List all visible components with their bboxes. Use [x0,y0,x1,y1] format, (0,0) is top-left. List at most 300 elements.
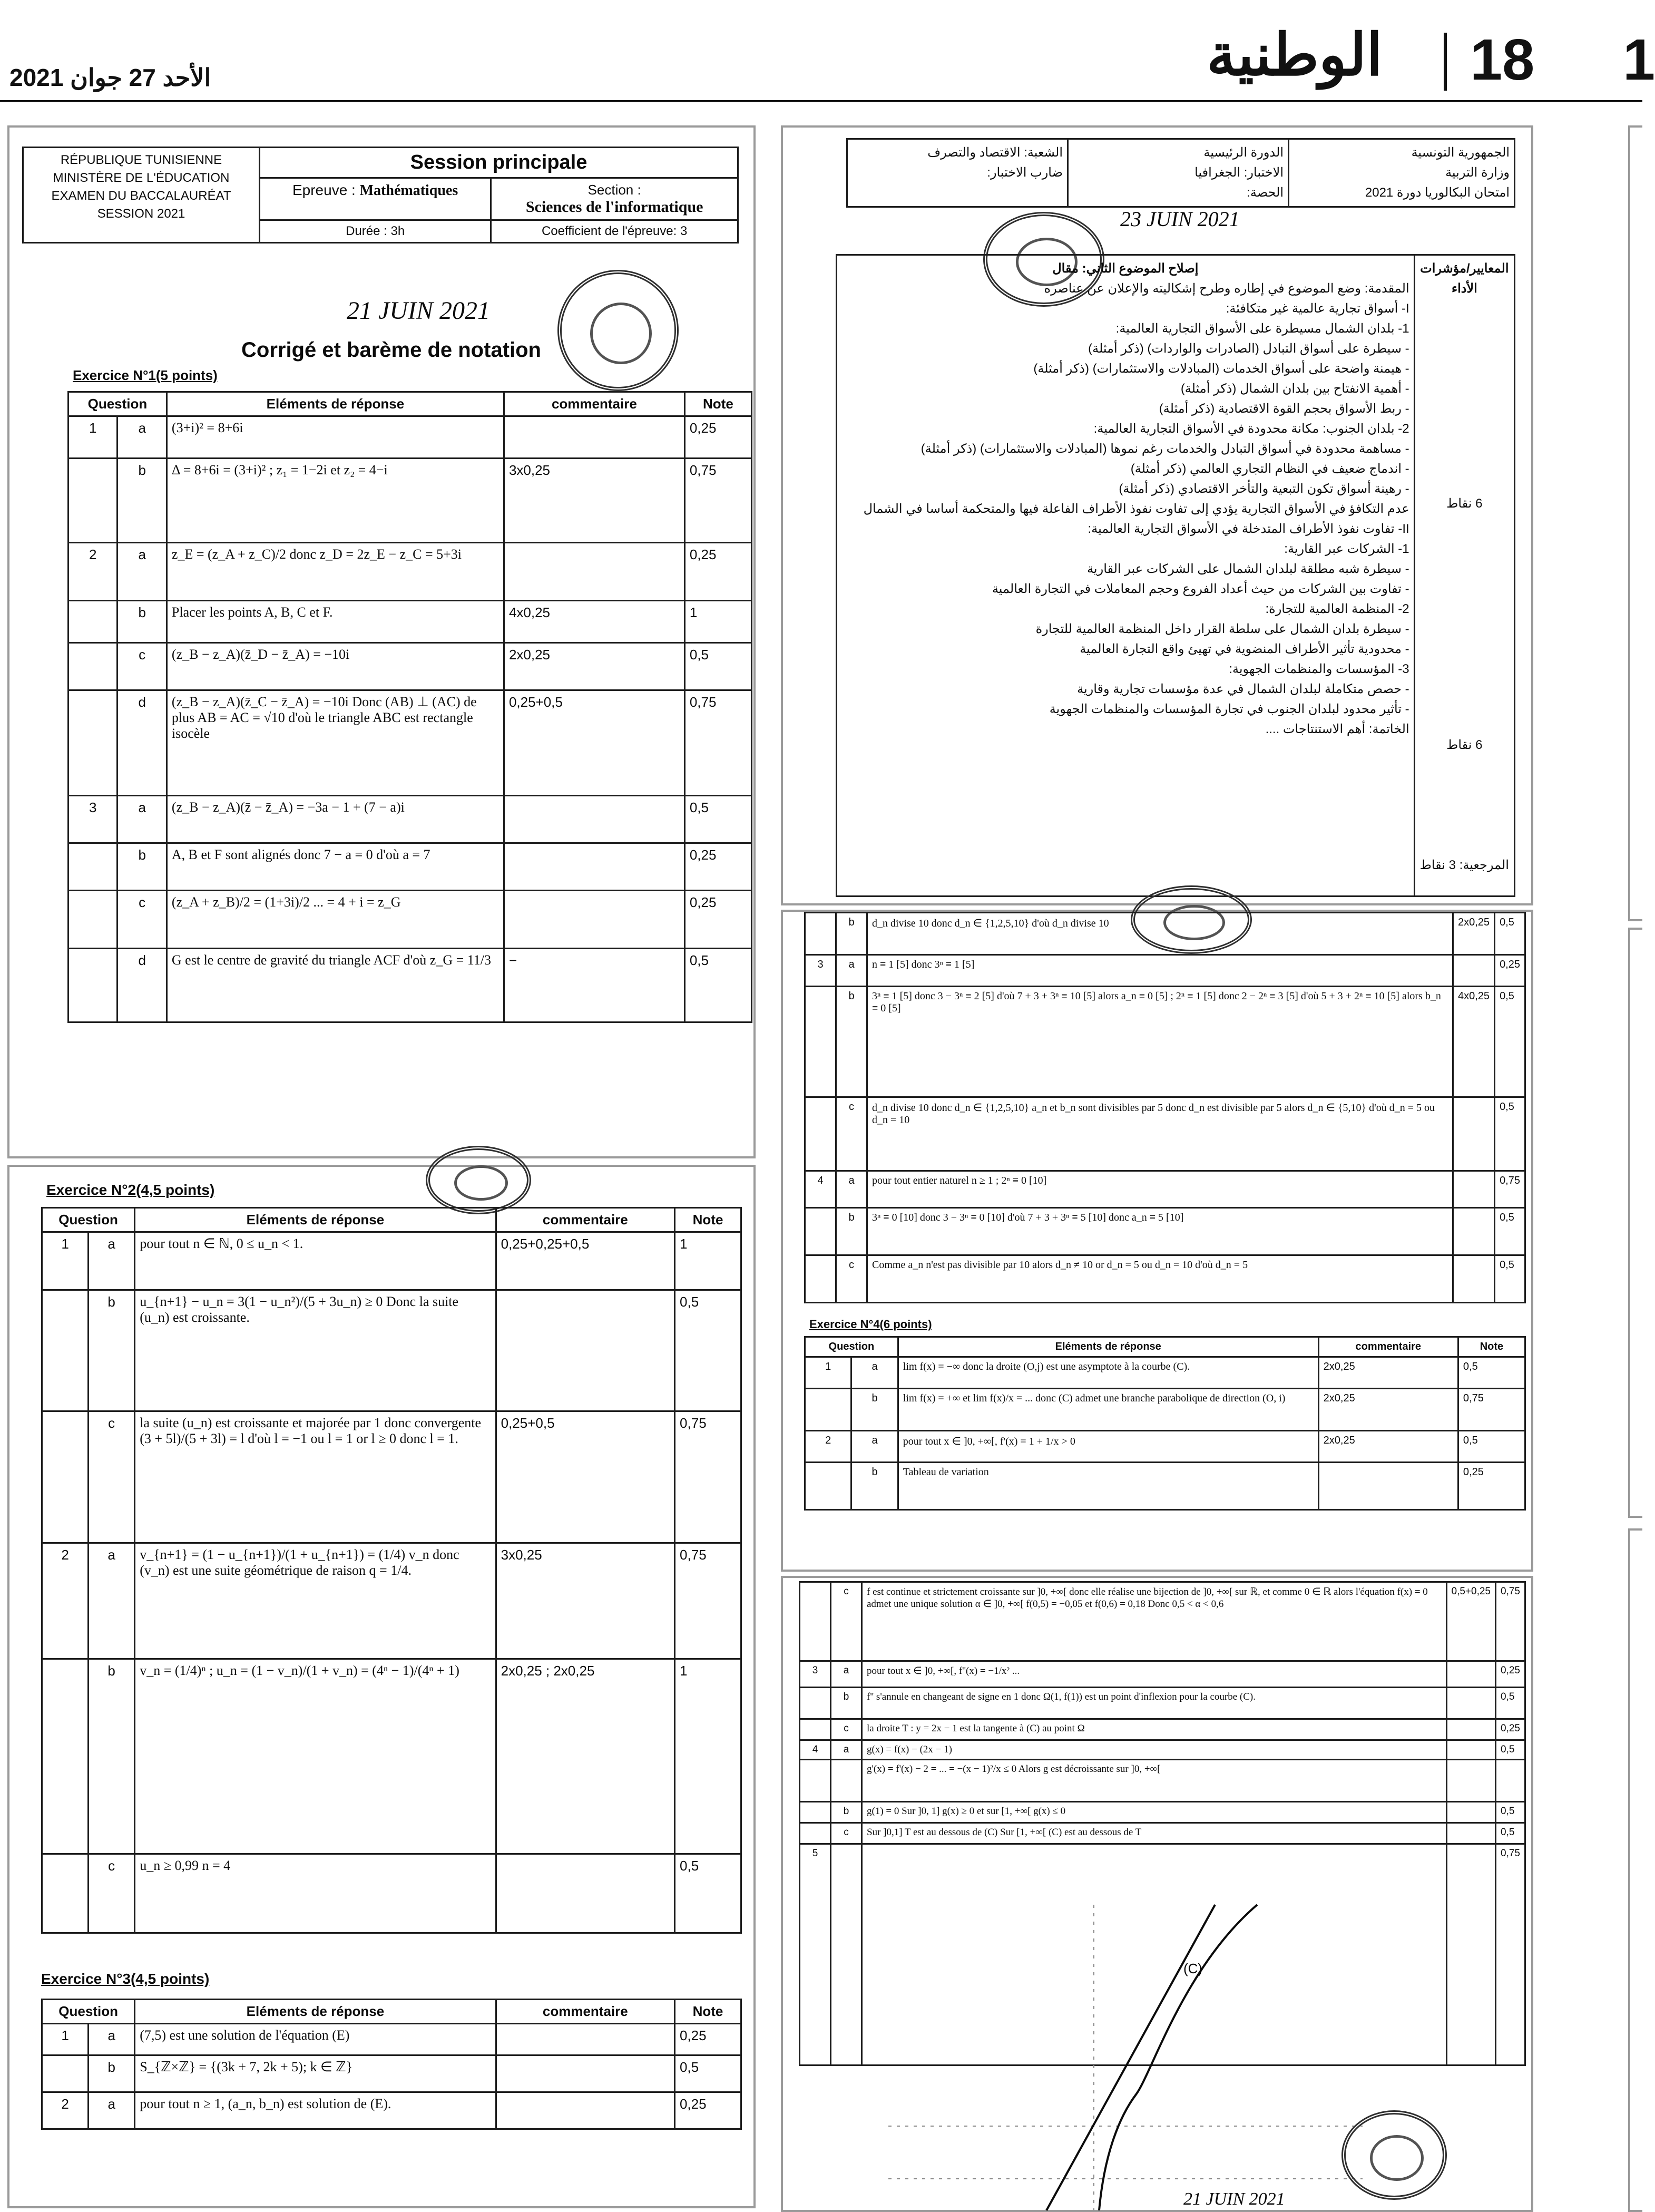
next-page-frame [1628,1528,1642,2212]
section [491,178,738,220]
cell-content: u_n ≥ 0,99 n = 4 [135,1854,496,1933]
cell-sub: a [89,1232,135,1290]
cell-comment: 0,25+0,5 [496,1411,674,1543]
duration-label: الحصة: [1247,186,1284,200]
cell-sub: a [851,1357,898,1389]
cell-q [42,1659,89,1854]
cell-q [68,843,117,891]
cell-q [805,1097,836,1171]
exam: امتحان البكالوريا دورة 2021 [1365,186,1510,200]
table-row [42,1232,741,1290]
cell-content: pour tout entier naturel n ≥ 1 ; 2ⁿ ≡ 0 [10] [867,1171,1453,1208]
table-row [805,913,1525,955]
masthead-separator [1444,33,1447,91]
cell-note: 0,25 [674,2092,741,2129]
cell-content: f est continue et strictement croissante sur ]0, +∞[ donc elle réalise une bijection de ]0, +∞[ sur ℝ, et comme 0 ∈ ℝ alors l'équation f(x) = 0 admet une unique solution α ∈ ]0, +∞[ f(0,5) = −0,05 et f(0,6) = 0,18 Donc 0,5 < α < 0,6 [862,1582,1447,1661]
exam-name: EXAMEN DU BACCALAURÉAT [51,189,231,203]
cell-q [42,1290,89,1411]
cell-comment [1446,1823,1496,1844]
cell-comment: 2x0,25 [1318,1431,1458,1463]
table-row [805,1357,1525,1389]
table-row [805,1463,1525,1510]
scan-geography-correction [781,125,1533,905]
next-page-number-fragment: 1 [1623,27,1655,92]
exercise-2-title: Exercice N°2(4,5 points) [46,1182,215,1198]
cell-note: 0,5 [684,643,751,690]
cell-q [68,949,117,1022]
table-row [42,1543,741,1659]
table-row [800,1688,1525,1719]
cell-content: v_n = (1/4)ⁿ ; u_n = (1 − v_n)/(1 + v_n) = (4ⁿ − 1)/(4ⁿ + 1) [135,1659,496,1854]
table-row [800,1740,1525,1760]
cell-comment: 2x0,25 [1318,1389,1458,1431]
cell-comment [1446,1740,1496,1760]
cell-note [1496,1760,1525,1802]
cell-sub: c [836,1255,867,1303]
cell-q: 2 [42,1543,89,1659]
criteria-column [1414,255,1514,897]
cell-q [805,1208,836,1255]
cell-sub: b [117,459,167,543]
cell-sub: a [831,1661,862,1688]
geography-line: - رهينة أسواق تكون التبعية والتأخر الاقتصادي (ذكر أمثلة) [1119,482,1409,496]
cell-sub: a [117,796,167,843]
exercise-4-title: Exercice N°4(6 points) [809,1318,932,1331]
cell-note: 1 [675,1232,741,1290]
cell-note: 0,5 [684,949,751,1022]
column-header: commentaire [496,2000,674,2024]
cell-note: 0,5 [1496,1823,1525,1844]
cell-note: 0,75 [684,459,751,543]
cell-sub: a [89,1543,135,1659]
geography-line: 1- بلدان الشمال مسيطرة على الأسواق التجارية العالمية: [1115,321,1409,336]
header-mid-cell [1068,139,1289,207]
cell-sub: c [89,1854,135,1933]
main-title: Corrigé et barème de notation [241,338,541,362]
cell-q [68,601,117,643]
cell-sub: b [89,1290,135,1411]
cell-q [800,1802,831,1823]
cell-content: pour tout x ∈ ]0, +∞[, f'(x) = 1 + 1/x > 0 [898,1431,1318,1463]
cell-content: pour tout n ≥ 1, (a_n, b_n) est solution de (E). [135,2092,496,2129]
column-header: Eléments de réponse [135,2000,496,2024]
cell-comment [1446,1719,1496,1740]
coef-label: ضارب الاختبار: [987,165,1063,180]
cell-comment [496,1854,674,1933]
table-row [68,643,752,690]
cell-sub: b [836,987,867,1097]
cell-note: 0,5 [684,796,751,843]
geography-line: المقدمة: وضع الموضوع في إطاره وطرح إشكاليته والإعلان عن عناصره [1044,281,1409,296]
cell-content: Placer les points A, B, C et F. [167,601,504,643]
cell-content: la suite (u_n) est croissante et majorée par 1 donc convergente (3 + 5l)/(5 + 3l) = l d'où l = −1 ou l = 1 or l ≥ 0 donc l = 1. [135,1411,496,1543]
table-row [800,1582,1525,1661]
geography-line: - سيطرة على أسواق التبادل (الصادرات والواردات) (ذكر أمثلة) [1088,342,1409,356]
cell-sub [831,1844,862,2065]
cell-note: 0,25 [684,416,751,459]
cell-q [805,1463,851,1510]
cell-note: 0,25 [1496,1661,1525,1688]
cell-content: (7,5) est une solution de l'équation (E) [135,2024,496,2055]
cell-note: 0,75 [1496,1582,1525,1661]
cell-note: 0,5 [1458,1357,1525,1389]
cell-content: pour tout x ∈ ]0, +∞[, f''(x) = −1/x² ... [862,1661,1447,1688]
page-number: 18 [1470,27,1535,92]
cell-note: 0,25 [684,543,751,601]
cell-sub: a [836,1171,867,1208]
cell-q: 1 [42,1232,89,1290]
cell-note: 0,5 [1496,1802,1525,1823]
cell-content: lim f(x) = −∞ donc la droite (O,j) est une asymptote à la courbe (C). [898,1357,1318,1389]
cell-sub: b [831,1688,862,1719]
column-header: Question [805,1337,898,1357]
column-header: commentaire [504,392,684,416]
cell-comment: 0,25+0,5 [504,690,684,796]
geography-line: - محدودية تأثير الأطراف المنضوية في تهيئ واقع التجارة العالمية [1080,642,1409,656]
cell-q [68,891,117,949]
column-header: Note [675,1208,741,1232]
cell-q: 4 [800,1740,831,1760]
cell-comment: − [504,949,684,1022]
session-type: Session principale [260,148,738,178]
header-left-cell [1289,139,1515,207]
cell-content: n ≡ 1 [5] donc 3ⁿ ≡ 1 [5] [867,955,1453,987]
ministry: وزارة التربية [1445,165,1510,180]
cell-content: (3+i)² = 8+6i [167,416,504,459]
cell-q: 5 [800,1844,831,2065]
cell-q [800,1823,831,1844]
cell-q [68,459,117,543]
country: RÉPUBLIQUE TUNISIENNE [60,153,222,167]
geography-title: إصلاح الموضوع الثاني: مقال [1052,261,1199,276]
cell-comment [1453,1097,1495,1171]
geography-line: - هيمنة واضحة على أسواق الخدمات (المبادلات والاستثمارات) (ذكر أمثلة) [1033,362,1409,376]
cell-comment [1446,1760,1496,1802]
cell-comment [496,2055,674,2092]
table-row [42,2055,741,2092]
exercise-1-table [67,391,752,1023]
geography-line: - حصص متكاملة لبلدان الشمال في عدة مؤسسات تجارية وقارية [1077,682,1409,696]
cell-note: 0,25 [674,2024,741,2055]
cell-note: 0,75 [675,1543,741,1659]
cell-comment [1446,1661,1496,1688]
cell-q: 1 [805,1357,851,1389]
geography-line: II- تفاوت نفوذ الأطراف المتدخلة في الأسواق التجارية العالمية: [1088,522,1409,536]
cell-content: g(x) = f(x) − (2x − 1) [862,1740,1447,1760]
table-row [805,1208,1525,1255]
masthead [0,0,1655,111]
criteria-mark-3: المرجعية: 3 نقاط [1419,858,1509,872]
handwritten-date: 23 JUIN 2021 [1120,207,1240,231]
cell-content: g'(x) = f'(x) − 2 = ... = −(x − 1)²/x ≤ 0 Alors g est décroissante sur ]0, +∞[ [862,1760,1447,1802]
table-row [800,1719,1525,1740]
geography-line: - تفاوت بين الشركات من حيث أعداد الفروع وحجم المعاملات في التجارة العالمية [992,582,1409,596]
cell-q: 3 [805,955,836,987]
column-header: Eléments de réponse [898,1337,1318,1357]
header-right-cell [847,139,1068,207]
cell-content: f'' s'annule en changeant de signe en 1 donc Ω(1, f(1)) est un point d'inflexion pour la courbe (C). [862,1688,1447,1719]
geography-line: - أهمية الانفتاح بين بلدان الشمال (ذكر أمثلة) [1180,382,1409,396]
table-row [68,690,752,796]
geography-line: - ربط الأسواق بحجم القوة الاقتصادية (ذكر أمثلة) [1159,402,1409,416]
cell-q [805,913,836,955]
cell-note: 0,5 [1495,913,1525,955]
official-stamp [557,270,679,391]
cell-q: 4 [805,1171,836,1208]
cell-note: 0,5 [1495,987,1525,1097]
table-row [68,843,752,891]
geography-line: 1- الشركات عبر القارية: [1284,542,1409,556]
cell-note: 0,5 [1458,1431,1525,1463]
cell-note: 0,25 [684,891,751,949]
cell-note: 0,75 [1458,1389,1525,1431]
cell-content: u_{n+1} − u_n = 3(1 − u_n²)/(5 + 3u_n) ≥ 0 Donc la suite (u_n) est croissante. [135,1290,496,1411]
cell-q: 2 [42,2092,89,2129]
cell-comment: 2x0,25 ; 2x0,25 [496,1659,674,1854]
geography-line: عدم التكافؤ في الأسواق التجارية يؤدي إلى تفاوت نفوذ الأطراف الفاعلة فيها والمتحكمة أساسا في الشمال [863,502,1409,516]
cell-sub: d [117,949,167,1022]
epreuve-name: Mathématiques [359,182,458,199]
cell-sub: a [836,955,867,987]
exercise-3-continued-table [804,912,1526,1303]
geography-line: 2- المنظمة العالمية للتجارة: [1265,602,1409,616]
cell-q: 2 [805,1431,851,1463]
scan-corrige-exercice-1 [7,125,756,1158]
column-header: Note [684,392,751,416]
function-graph [888,1905,1363,2210]
cell-comment [1453,1255,1495,1303]
cell-sub: a [851,1431,898,1463]
column-header: Question [42,2000,135,2024]
table-row [805,1097,1525,1171]
cell-content: g(1) = 0 Sur ]0, 1] g(x) ≥ 0 et sur [1, +∞[ g(x) ≤ 0 [862,1802,1447,1823]
cell-comment: 2x0,25 [1453,913,1495,955]
cell-content: (z_B − z_A)(z̄_D − z̄_A) = −10i [167,643,504,690]
cell-note: 0,5 [1495,1208,1525,1255]
criteria-mark-2: 6 نقاط [1446,738,1483,752]
cell-note: 0,5 [1496,1740,1525,1760]
cell-content: (z_B − z_A)(z̄_C − z̄_A) = −10i Donc (AB) ⊥ (AC) de plus AB = AC = √10 d'où le triangle ABC est rectangle isocèle [167,690,504,796]
column-header: commentaire [496,1208,674,1232]
cell-content: S_{ℤ×ℤ} = {(3k + 7, 2k + 5); k ∈ ℤ} [135,2055,496,2092]
cell-comment [496,2024,674,2055]
criteria-mark-1: 6 نقاط [1446,496,1483,511]
table-row [805,955,1525,987]
cell-sub: b [836,913,867,955]
cell-comment [1453,1208,1495,1255]
cell-sub: a [89,2092,135,2129]
cell-comment [504,843,684,891]
cell-note: 1 [684,601,751,643]
cell-q [805,1255,836,1303]
cell-sub: c [836,1097,867,1171]
cell-content: 3ⁿ ≡ 1 [5] donc 3 − 3ⁿ ≡ 2 [5] d'où 7 + 3 + 3ⁿ ≡ 10 [5] alors a_n ≡ 0 [5] ; 2ⁿ ≡ 1 [5] donc 2 − 2ⁿ ≡ 3 [5] d'où 5 + 3 + 2ⁿ ≡ 10 [5] alors b_n ≡ 0 [5] [867,987,1453,1097]
cell-content: d_n divise 10 donc d_n ∈ {1,2,5,10} d'où d_n divise 10 [867,913,1453,955]
column-header: Eléments de réponse [135,1208,496,1232]
table-row [42,1854,741,1933]
cell-note: 0,75 [1496,1844,1525,2065]
cell-q [800,1760,831,1802]
cell-sub: c [117,891,167,949]
cell-content: pour tout n ∈ ℕ, 0 ≤ u_n < 1. [135,1232,496,1290]
geography-line: - اندماج ضعيف في النظام التجاري العالمي (ذكر أمثلة) [1130,462,1409,476]
cell-note: 0,5 [675,1854,741,1933]
cell-comment [504,891,684,949]
curve-label: (C) [1183,1961,1203,1976]
section-label: Section : [587,182,641,198]
duree: Durée : 3h [260,220,491,243]
cell-sub: b [851,1389,898,1431]
geography-line: - سيطرة شبه مطلقة لبلدان الشمال على الشركات عبر القارية [1087,562,1409,576]
cell-q [68,643,117,690]
table-row [42,2092,741,2129]
issue-date: الأحد 27 جوان 2021 [9,64,211,91]
cell-note: 0,5 [675,1290,741,1411]
branch: الشعبة: الاقتصاد والتصرف [927,145,1063,160]
cell-content: lim f(x) = +∞ et lim f(x)/x = ... donc (C) admet une branche parabolique de direction (O, i) [898,1389,1318,1431]
cell-note: 0,5 [1496,1688,1525,1719]
cell-q: 2 [68,543,117,601]
cell-note: 0,25 [684,843,751,891]
table-row [805,1255,1525,1303]
table-row [42,1290,741,1411]
cell-content: v_{n+1} = (1 − u_{n+1})/(1 + u_{n+1}) = (1/4) v_n donc (v_n) est une suite géométrique de raison q = 1/4. [135,1543,496,1659]
table-row [42,1411,741,1543]
geography-grid [836,254,1515,897]
cell-sub: b [117,601,167,643]
cell-sub: c [831,1582,862,1661]
cell-sub: a [89,2024,135,2055]
cell-q: 1 [68,416,117,459]
table-row [805,1171,1525,1208]
cell-content: z_E = (z_A + z_C)/2 donc z_D = 2z_E − z_C = 5+3i [167,543,504,601]
table-row [68,601,752,643]
exercise-3-table [41,1999,742,2130]
next-page-frame [1628,928,1642,1518]
column-header: Note [674,2000,741,2024]
cell-sub: c [831,1719,862,1740]
exercise-4-table [804,1336,1526,1511]
table-row [800,1802,1525,1823]
scan-exercice-4-suite [781,1576,1533,2212]
cell-q: 3 [800,1661,831,1688]
country: الجمهورية التونسية [1411,145,1510,160]
curve-c [1099,1905,1257,2210]
cell-q [42,1411,89,1543]
column-header: commentaire [1318,1337,1458,1357]
cell-note: 0,25 [1495,955,1525,987]
cell-q [800,1688,831,1719]
scan-exercice-3-4 [781,910,1533,1572]
cell-comment: 0,25+0,25+0,5 [496,1232,674,1290]
cell-comment [496,1290,674,1411]
table-row [805,1389,1525,1431]
cell-sub [831,1760,862,1802]
table-row [42,1659,741,1854]
cell-content: A, B et F sont alignés donc 7 − a = 0 d'où a = 7 [167,843,504,891]
masthead-rule [0,100,1642,102]
cell-q [805,987,836,1097]
cell-comment: 4x0,25 [504,601,684,643]
column-header: Note [1458,1337,1525,1357]
geography-answer-body [837,255,1415,897]
geography-line: - تأثير محدود لبلدان الجنوب في تجارة المؤسسات والمنظمات الجهوية [1049,702,1409,716]
exam-header-institution [23,148,260,243]
cell-content: G est le centre de gravité du triangle ACF d'où z_G = 11/3 [167,949,504,1022]
cell-sub: b [89,2055,135,2092]
table-row [800,1661,1525,1688]
official-stamp [1341,2110,1447,2200]
cell-content: Sur ]0,1] T est au dessous de (C) Sur [1, +∞[ (C) est au dessous de T [862,1823,1447,1844]
cell-comment [504,416,684,459]
handwritten-date: 21 JUIN 2021 [347,297,490,325]
table-row [68,459,752,543]
geography-line: I- أسواق تجارية عالمية غير متكافئة: [1226,301,1409,316]
table-row [800,1760,1525,1802]
cell-q: 1 [42,2024,89,2055]
session: الدورة الرئيسية [1203,145,1284,160]
column-header: Question [68,392,167,416]
cell-content: (z_A + z_B)/2 = (1+3i)/2 ... = 4 + i = z_G [167,891,504,949]
cell-sub: b [89,1659,135,1854]
table-row [42,2024,741,2055]
cell-note: 0,75 [1495,1171,1525,1208]
cell-comment: 3x0,25 [504,459,684,543]
table-row [68,543,752,601]
cell-q [800,1719,831,1740]
cell-sub: b [831,1802,862,1823]
table-row [68,891,752,949]
cell-note: 0,75 [675,1411,741,1543]
cell-sub: b [836,1208,867,1255]
cell-comment: 2x0,25 [1318,1357,1458,1389]
tangent-line [1046,1905,1215,2210]
next-page-frame [1628,125,1642,921]
section-name: Sciences de l'informatique [525,198,703,216]
table-row [68,949,752,1022]
cell-q [800,1582,831,1661]
cell-sub: c [117,643,167,690]
cell-q [68,690,117,796]
cell-content: Δ = 8+6i = (3+i)² ; z₁ = 1−2i et z₂ = 4−i [167,459,504,543]
exam-header-table [22,147,739,243]
scan-corrige-exercice-2-3 [7,1165,756,2208]
cell-q [805,1389,851,1431]
cell-comment: 3x0,25 [496,1543,674,1659]
cell-q [42,2055,89,2092]
cell-sub: a [117,416,167,459]
cell-comment [1318,1463,1458,1510]
cell-comment [504,796,684,843]
cell-sub: d [117,690,167,796]
cell-comment: 0,5+0,25 [1446,1582,1496,1661]
cell-sub: b [851,1463,898,1510]
cell-comment: 4x0,25 [1453,987,1495,1097]
cell-content: 3ⁿ ≡ 0 [10] donc 3 − 3ⁿ ≡ 0 [10] d'où 7 + 3 + 3ⁿ ≡ 5 [10] donc a_n ≡ 5 [10] [867,1208,1453,1255]
cell-sub: b [117,843,167,891]
cell-note: 0,25 [1496,1719,1525,1740]
cell-comment [1446,1802,1496,1823]
cell-q [42,1854,89,1933]
cell-note: 0,5 [1495,1097,1525,1171]
cell-note: 0,5 [674,2055,741,2092]
exercise-3-title: Exercice N°3(4,5 points) [41,1971,210,1987]
cell-note: 1 [675,1659,741,1854]
cell-note: 0,25 [1458,1463,1525,1510]
cell-comment [496,2092,674,2129]
geography-line: 3- المؤسسات والمنظمات الجهوية: [1229,662,1409,676]
cell-sub: a [831,1740,862,1760]
